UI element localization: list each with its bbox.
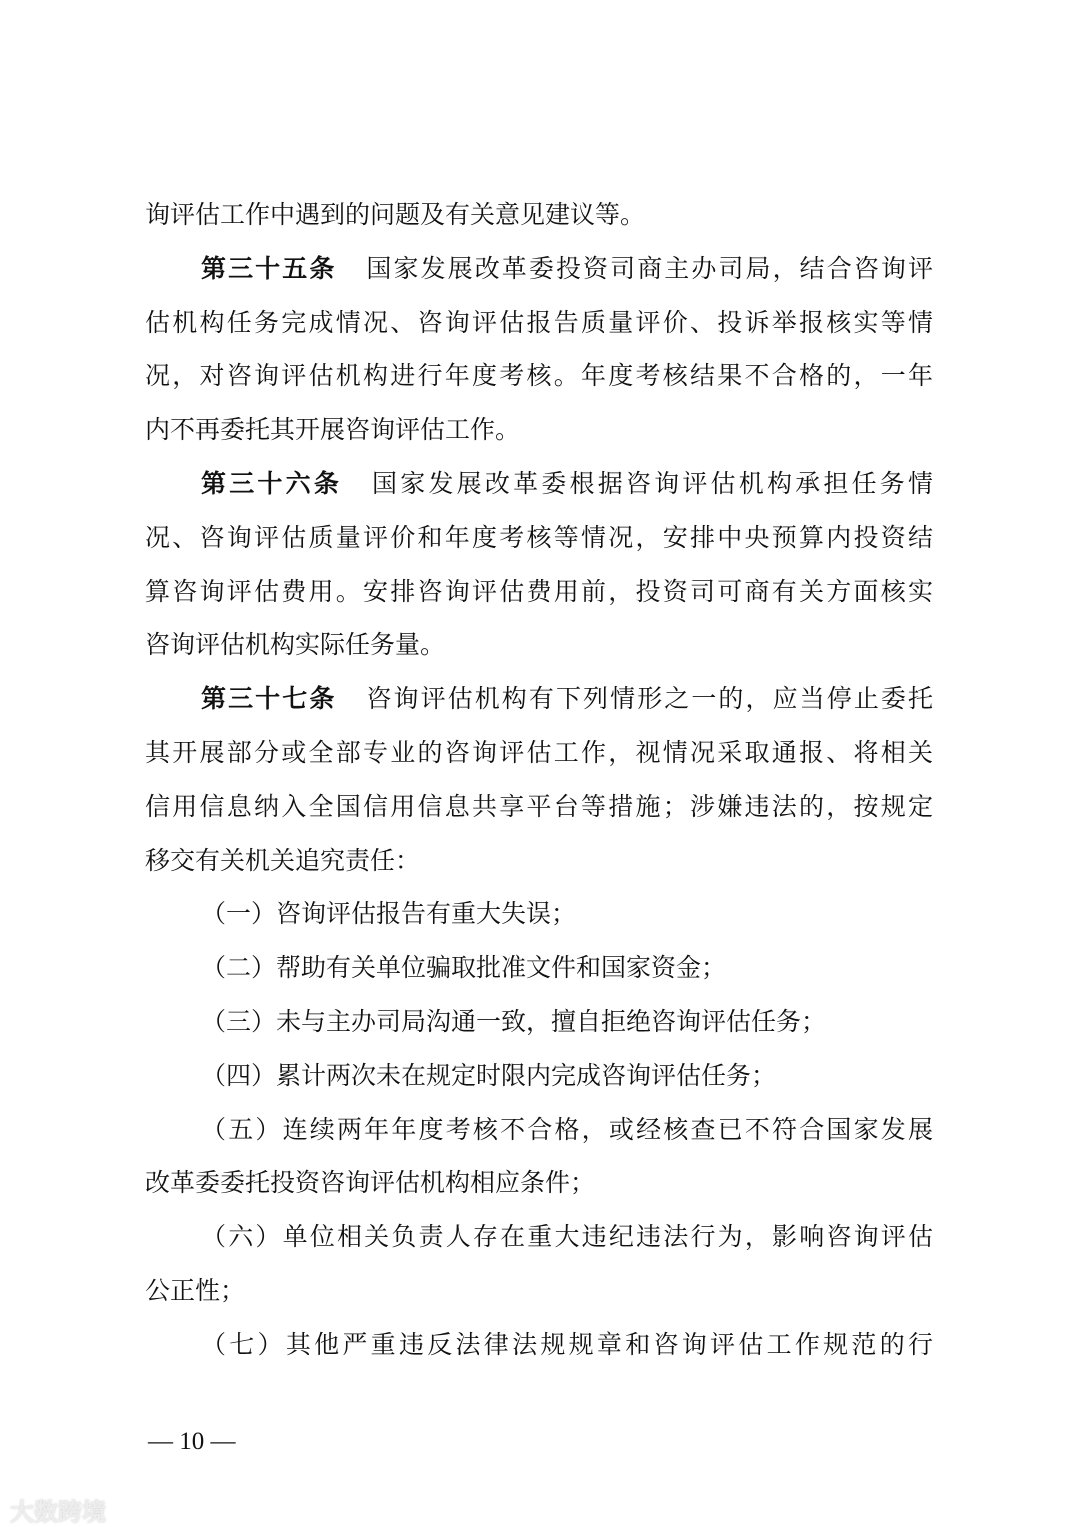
paragraph — [145, 672, 933, 887]
text-line — [145, 242, 933, 296]
article-number: 第三十六条 — [201, 468, 343, 498]
paragraph — [145, 995, 933, 1049]
document-body — [145, 188, 933, 1372]
line-text: 公正性； — [145, 1275, 246, 1305]
line-text: （一）咨询评估报告有重大失误； — [201, 899, 577, 929]
paragraph — [145, 1318, 933, 1372]
line-text: 内不再委托其开展咨询评估工作。 — [145, 415, 521, 445]
text-line — [145, 672, 933, 726]
line-text: 咨询评估机构实际任务量。 — [145, 630, 446, 660]
line-text: 算咨询评估费用。安排咨询评估费用前，投资司可商有关方面核实 — [145, 576, 933, 606]
text-line — [145, 1103, 933, 1157]
text-line — [145, 780, 933, 834]
text-line — [145, 1210, 933, 1264]
paragraph — [145, 1049, 933, 1103]
text-line — [145, 1156, 933, 1210]
paragraph — [145, 188, 933, 242]
page-number: — 10 — — [148, 1428, 236, 1455]
text-line — [145, 1049, 933, 1103]
line-text: （三）未与主办司局沟通一致，擅自拒绝咨询评估任务； — [201, 1006, 827, 1036]
text-line — [145, 188, 933, 242]
paragraph — [145, 242, 933, 457]
line-text: 估机构任务完成情况、咨询评估报告质量评价、投诉举报核实等情 — [145, 307, 933, 337]
line-text: 信用信息纳入全国信用信息共享平台等措施；涉嫌违法的，按规定 — [145, 791, 933, 821]
paragraph — [145, 457, 933, 672]
text-line — [145, 941, 933, 995]
paragraph — [145, 1103, 933, 1211]
text-line — [145, 349, 933, 403]
text-line — [145, 726, 933, 780]
paragraph — [145, 941, 933, 995]
paragraph — [145, 1210, 933, 1318]
line-text: （四）累计两次未在规定时限内完成咨询评估任务； — [201, 1060, 777, 1090]
line-text: （二）帮助有关单位骗取批准文件和国家资金； — [201, 953, 727, 983]
text-line — [145, 296, 933, 350]
text-line — [145, 887, 933, 941]
text-line — [145, 565, 933, 619]
article-number: 第三十七条 — [201, 684, 337, 714]
paragraph — [145, 887, 933, 941]
text-line — [145, 618, 933, 672]
watermark-logo: 大数跨境 — [10, 1498, 106, 1526]
text-line — [145, 1318, 933, 1372]
line-text: （六）单位相关负责人存在重大违纪违法行为，影响咨询评估 — [201, 1222, 933, 1252]
text-line — [145, 995, 933, 1049]
line-text: 国家发展改革委投资司商主办司局，结合咨询评 — [366, 253, 933, 283]
text-line — [145, 1264, 933, 1318]
text-line — [145, 457, 933, 511]
text-line — [145, 834, 933, 888]
line-text: 况，对咨询评估机构进行年度考核。年度考核结果不合格的，一年 — [145, 361, 933, 391]
line-text: 国家发展改革委根据咨询评估机构承担任务情 — [372, 468, 933, 498]
line-text: （五）连续两年年度考核不合格，或经核查已不符合国家发展 — [201, 1114, 933, 1144]
line-text: 其开展部分或全部专业的咨询评估工作，视情况采取通报、将相关 — [145, 737, 933, 767]
line-text: 况、咨询评估质量评价和年度考核等情况，安排中央预算内投资结 — [145, 522, 933, 552]
article-number: 第三十五条 — [201, 253, 337, 283]
line-text: 改革委委托投资咨询评估机构相应条件； — [145, 1168, 596, 1198]
line-text: （七）其他严重违反法律法规规章和咨询评估工作规范的行 — [201, 1329, 933, 1359]
text-line — [145, 403, 933, 457]
line-text: 移交有关机关追究责任： — [145, 845, 421, 875]
line-text: 咨询评估机构有下列情形之一的，应当停止委托 — [366, 684, 933, 714]
line-text: 询评估工作中遇到的问题及有关意见建议等。 — [145, 200, 646, 229]
text-line — [145, 511, 933, 565]
